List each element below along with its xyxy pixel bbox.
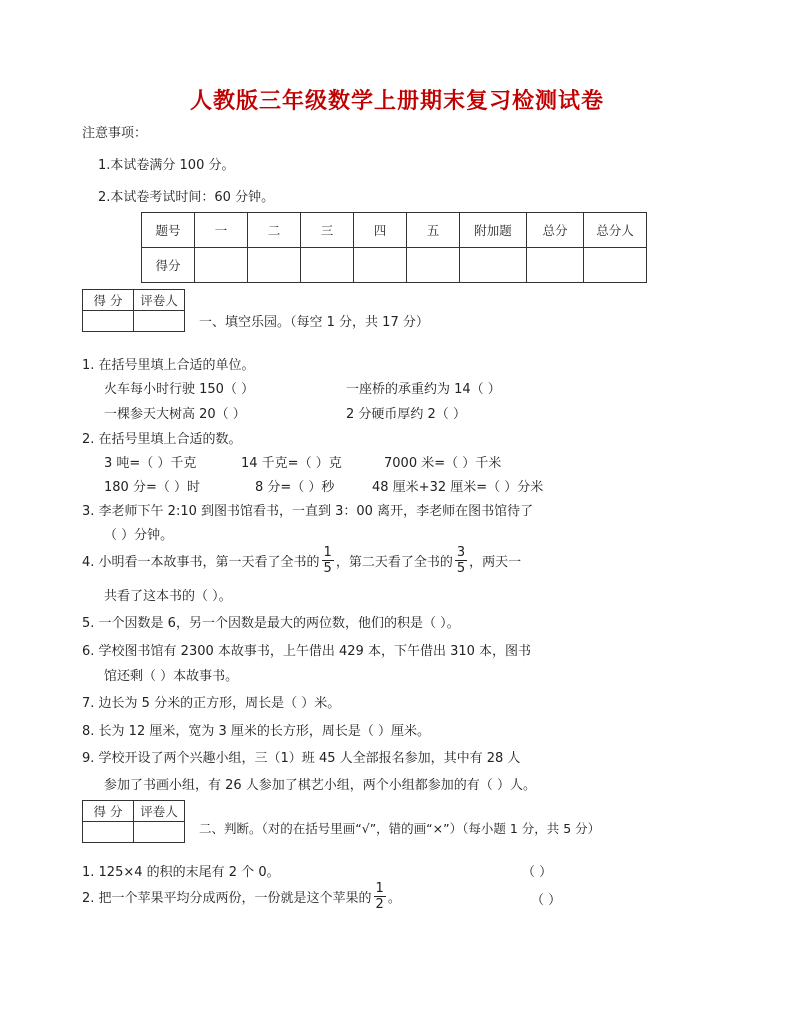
q8: 8. 长为 12 厘米，宽为 3 厘米的长方形，周长是（ ）厘米。 xyxy=(82,724,431,739)
score-header: 五 xyxy=(407,213,460,248)
fraction-denominator: 5 xyxy=(323,560,332,576)
q4-line1 xyxy=(82,540,521,580)
grader-score-label: 得 分 xyxy=(83,290,134,311)
q1-item-c: 一棵参天大树高 20（ ） xyxy=(104,407,246,422)
score-cell[interactable] xyxy=(195,248,248,283)
q6-line2: 馆还剩（ ）本故事书。 xyxy=(104,669,239,684)
judge-q2-end: 。 xyxy=(387,890,401,906)
q2-item-a: 3 吨=（ ）千克 xyxy=(104,456,197,471)
grader-score-label: 得 分 xyxy=(83,801,134,822)
score-header: 附加题 xyxy=(460,213,527,248)
q4-text-part2: ，第二天看了全书的 xyxy=(335,554,453,570)
q2-item-e: 8 分=（ ）秒 xyxy=(255,480,335,495)
judge-q2-blank[interactable]: （ ） xyxy=(531,893,562,908)
q2-item-c: 7000 米=（ ）千米 xyxy=(384,456,502,471)
judge-q2 xyxy=(82,876,401,916)
grader-box-1 xyxy=(82,289,185,332)
note-item: 2.本试卷考试时间：60 分钟。 xyxy=(98,190,275,205)
judge-q1-blank[interactable]: （ ） xyxy=(522,865,553,880)
fraction-three-fifths xyxy=(455,545,467,576)
q9-line1: 9. 学校开设了两个兴趣小组，三（1）班 45 人全部报名参加，其中有 28 人 xyxy=(82,751,521,766)
grader-name-cell[interactable] xyxy=(134,311,185,332)
q1-item-a: 火车每小时行驶 150（ ） xyxy=(104,382,255,397)
fraction-one-fifth xyxy=(322,545,334,576)
q2-item-f: 48 厘米+32 厘米=（ ）分米 xyxy=(372,480,544,495)
q2-item-b: 14 千克=（ ）克 xyxy=(241,456,342,471)
score-cell[interactable] xyxy=(584,248,647,283)
fraction-denominator: 2 xyxy=(375,896,384,912)
q7: 7. 边长为 5 分米的正方形，周长是（ ）米。 xyxy=(82,696,341,711)
q4-text-part1: 4. 小明看一本故事书，第一天看了全书的 xyxy=(82,554,320,570)
q2-item-d: 180 分=（ ）时 xyxy=(104,480,200,495)
fraction-denominator: 5 xyxy=(456,560,466,576)
score-cell[interactable] xyxy=(527,248,584,283)
q5: 5. 一个因数是 6，另一个因数是最大的两位数，他们的积是（ ）。 xyxy=(82,616,460,631)
score-header: 总分人 xyxy=(584,213,647,248)
score-table xyxy=(141,212,647,283)
grader-score-cell[interactable] xyxy=(83,822,134,843)
q4-line2: 共看了这本书的（ ）。 xyxy=(104,589,232,604)
score-header: 二 xyxy=(248,213,301,248)
score-row-label: 得分 xyxy=(142,248,195,283)
grader-score-cell[interactable] xyxy=(83,311,134,332)
score-cell[interactable] xyxy=(301,248,354,283)
score-header: 总分 xyxy=(527,213,584,248)
q4-text-part3: ，两天一 xyxy=(469,554,522,570)
grader-name-cell[interactable] xyxy=(134,822,185,843)
fraction-one-half xyxy=(374,881,386,912)
q1-item-d: 2 分硬币厚约 2（ ） xyxy=(346,407,466,422)
section1-heading: 一、填空乐园。（每空 1 分，共 17 分） xyxy=(199,315,429,330)
fraction-numerator: 3 xyxy=(456,544,466,560)
q1-item-b: 一座桥的承重约为 14（ ） xyxy=(346,382,501,397)
score-cell[interactable] xyxy=(354,248,407,283)
fraction-numerator: 1 xyxy=(375,880,384,896)
score-cell[interactable] xyxy=(407,248,460,283)
score-cell[interactable] xyxy=(460,248,527,283)
grader-name-label: 评卷人 xyxy=(134,290,185,311)
q3-line1: 3. 李老师下午 2:10 到图书馆看书，一直到 3：00 离开，李老师在图书馆待了 xyxy=(82,504,534,519)
score-header: 四 xyxy=(354,213,407,248)
note-item: 1.本试卷满分 100 分。 xyxy=(98,158,235,173)
judge-q2-text: 2. 把一个苹果平均分成两份，一份就是这个苹果的 xyxy=(82,890,372,906)
score-header: 一 xyxy=(195,213,248,248)
notes-heading: 注意事项： xyxy=(82,126,148,141)
score-header: 三 xyxy=(301,213,354,248)
grader-box-2 xyxy=(82,800,185,843)
q6-line1: 6. 学校图书馆有 2300 本故事书，上午借出 429 本，下午借出 310 本，图书 xyxy=(82,644,532,659)
fraction-numerator: 1 xyxy=(323,544,332,560)
judge-q1: 1. 125×4 的积的末尾有 2 个 0。 xyxy=(82,865,280,880)
q9-line2: 参加了书画小组，有 26 人参加了棋艺小组，两个小组都参加的有（ ）人。 xyxy=(104,778,536,793)
q1-stem: 1. 在括号里填上合适的单位。 xyxy=(82,358,255,373)
section2-heading: 二、判断。（对的在括号里画“√”，错的画“×”）（每小题 1 分，共 5 分） xyxy=(199,821,601,836)
score-header: 题号 xyxy=(142,213,195,248)
score-cell[interactable] xyxy=(248,248,301,283)
q2-stem: 2. 在括号里填上合适的数。 xyxy=(82,432,242,447)
exam-title: 人教版三年级数学上册期末复习检测试卷 xyxy=(189,88,604,114)
grader-name-label: 评卷人 xyxy=(134,801,185,822)
q3-line2: （ ）分钟。 xyxy=(104,528,174,543)
